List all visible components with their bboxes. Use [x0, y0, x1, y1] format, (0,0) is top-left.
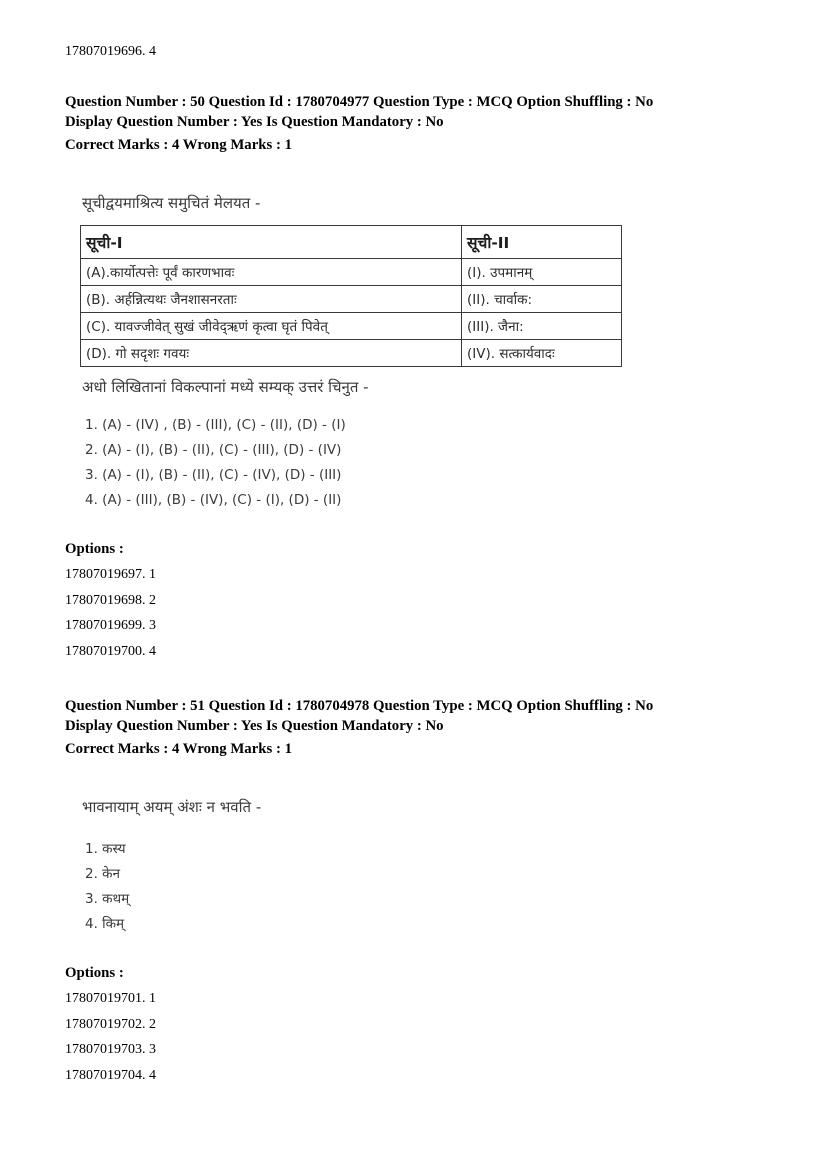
question-51-header	[65, 696, 768, 759]
table-row	[81, 259, 622, 286]
question-50-prompt: सूचीद्वयमाश्रित्य समुचितं मेलयत -	[82, 194, 261, 212]
question-50-options-label: Options :	[65, 541, 124, 557]
choice-1: 1. कस्य	[85, 841, 126, 857]
choice-3: 3. कथम्	[85, 891, 130, 907]
question-50-header-line2: Display Question Number : Yes Is Question Mandatory : No	[65, 114, 444, 130]
match-item-c: (C). यावज्जीवेत् सुखं जीवेद्ऋणं कृत्वा घृतं पिवेत्	[81, 313, 462, 340]
match-item-iv: (IV). सत्कार्यवादः	[462, 340, 622, 367]
match-item-iii: (III). जैना:	[462, 313, 622, 340]
option-id-1: 17807019697. 1	[65, 567, 156, 582]
question-51-choice-list	[85, 837, 768, 937]
question-50-header-line3: Correct Marks : 4 Wrong Marks : 1	[65, 137, 292, 153]
match-item-a: (A).कार्योत्पत्तेः पूर्वं कारणभावः	[81, 259, 462, 286]
question-50-sub-prompt: अधो लिखितानां विकल्पानां मध्ये सम्यक् उत्तरं चिनुत -	[82, 378, 369, 396]
choice-4: 4. (A) - (III), (B) - (IV), (C) - (I), (D) - (II)	[85, 492, 342, 508]
choice-2: 2. (A) - (I), (B) - (II), (C) - (III), (D) - (IV)	[85, 442, 342, 458]
match-table-header-list1: सूची-I	[81, 226, 462, 259]
match-item-b: (B). अर्हन्नित्यथः जैनशासनरताः	[81, 286, 462, 313]
match-table-header-row	[81, 226, 622, 259]
match-table	[80, 225, 622, 367]
option-id-4: 17807019700. 4	[65, 643, 156, 659]
question-50-option-ids	[65, 562, 768, 664]
option-id-1: 17807019701. 1	[65, 991, 156, 1006]
question-50-header-line1: Question Number : 50 Question Id : 1780704977 Question Type : MCQ Option Shuffling : No	[65, 94, 654, 110]
option-id-3: 17807019699. 3	[65, 618, 156, 633]
question-51-header-line3: Correct Marks : 4 Wrong Marks : 1	[65, 741, 292, 757]
choice-1: 1. (A) - (IV) , (B) - (III), (C) - (II), (D) - (I)	[85, 417, 346, 433]
question-50-header	[65, 92, 768, 155]
table-row	[81, 286, 622, 313]
question-51-option-ids	[65, 986, 768, 1088]
option-id-3: 17807019703. 3	[65, 1042, 156, 1057]
question-50-choice-list	[85, 413, 768, 513]
question-51-options-label: Options :	[65, 965, 124, 981]
choice-3: 3. (A) - (I), (B) - (II), (C) - (IV), (D) - (III)	[85, 467, 342, 483]
question-51-prompt: भावनायाम् अयम् अंशः न भवति -	[82, 798, 262, 816]
table-row	[81, 313, 622, 340]
question-51-header-line1: Question Number : 51 Question Id : 1780704978 Question Type : MCQ Option Shuffling : No	[65, 698, 654, 714]
question-block-50	[65, 92, 768, 664]
match-item-d: (D). गो सदृशः गवयः	[81, 340, 462, 367]
previous-option-id: 17807019696. 4	[65, 44, 156, 59]
table-row	[81, 340, 622, 367]
option-id-2: 17807019702. 2	[65, 1016, 156, 1032]
match-item-ii: (II). चार्वाक:	[462, 286, 622, 313]
choice-4: 4. किम्	[85, 916, 125, 932]
match-item-i: (I). उपमानम्	[462, 259, 622, 286]
option-id-2: 17807019698. 2	[65, 592, 156, 608]
question-51-header-line2: Display Question Number : Yes Is Question Mandatory : No	[65, 718, 444, 734]
choice-2: 2. केन	[85, 866, 121, 882]
match-table-header-list2: सूची-II	[462, 226, 622, 259]
option-id-4: 17807019704. 4	[65, 1067, 156, 1083]
question-block-51	[65, 696, 768, 1088]
